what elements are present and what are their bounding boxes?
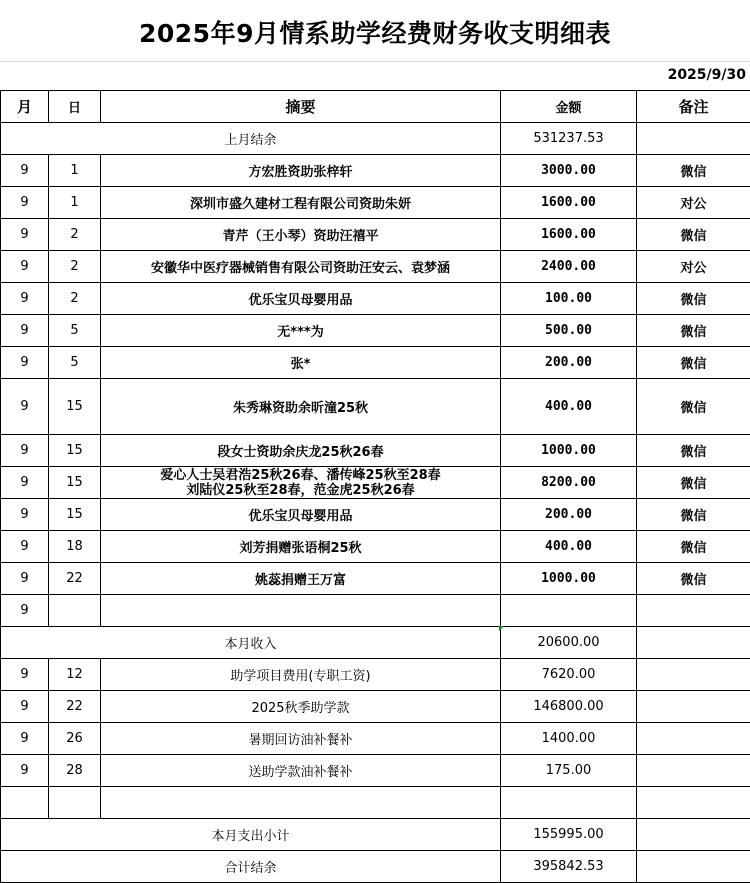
table-row: [1, 347, 750, 379]
cell-note: [637, 691, 750, 723]
cell-note: 微信: [637, 379, 750, 435]
cell-amount: 1600.00: [501, 187, 637, 219]
cell-day: [49, 787, 101, 819]
cell-summary: 朱秀琳资助余昕潼25秋: [101, 379, 501, 435]
cell-summary: 深圳市盛久建材工程有限公司资助朱妍: [101, 187, 501, 219]
cell-summary: [101, 467, 501, 499]
cell-summary: 2025秋季助学款: [101, 691, 501, 723]
cell-summary: 无***为: [101, 315, 501, 347]
cell-day: 5: [49, 347, 101, 379]
table-row: [1, 219, 750, 251]
cell-day: 2: [49, 219, 101, 251]
cell-month: 9: [1, 595, 49, 627]
table-row: [1, 499, 750, 531]
final-balance-note: [637, 851, 750, 883]
cell-amount: 100.00: [501, 283, 637, 315]
final-balance-label: 合计结余: [1, 851, 501, 883]
prev-balance-label: 上月结余: [1, 123, 501, 155]
income-total-label: 本月收入: [1, 627, 501, 659]
cell-month: 9: [1, 315, 49, 347]
final-balance-row: [1, 851, 750, 883]
header-row: [1, 91, 750, 123]
expense-total-amount: 155995.00: [501, 819, 637, 851]
page-title: 2025年9月情系助学经费财务收支明细表: [139, 19, 611, 48]
cell-note: [637, 723, 750, 755]
cell-day: 1: [49, 187, 101, 219]
table-row: [1, 563, 750, 595]
cell-summary: 张*: [101, 347, 501, 379]
cell-day: 2: [49, 251, 101, 283]
expense-total-row: [1, 819, 750, 851]
cell-note: 对公: [637, 251, 750, 283]
cell-day: 15: [49, 379, 101, 435]
table-row: [1, 315, 750, 347]
table-row: [1, 379, 750, 435]
cell-day: 2: [49, 283, 101, 315]
title-row: [0, 0, 750, 62]
cell-summary: 优乐宝贝母婴用品: [101, 499, 501, 531]
table-row: [1, 251, 750, 283]
cell-day: 15: [49, 499, 101, 531]
cell-note: 微信: [637, 563, 750, 595]
header-amount: 金额: [501, 91, 637, 123]
cell-month: 9: [1, 467, 49, 499]
cell-month: 9: [1, 659, 49, 691]
cell-summary: [101, 787, 501, 819]
cell-day: 22: [49, 691, 101, 723]
cell-note: 微信: [637, 531, 750, 563]
cell-month: 9: [1, 219, 49, 251]
cell-summary: 姚蕊捐赠王万富: [101, 563, 501, 595]
income-total-note: [637, 627, 750, 659]
table-row: [1, 691, 750, 723]
cell-summary: 方宏胜资助张梓轩: [101, 155, 501, 187]
cell-note: 微信: [637, 499, 750, 531]
cell-month: 9: [1, 251, 49, 283]
cell-month: 9: [1, 755, 49, 787]
header-note: 备注: [637, 91, 750, 123]
income-total-row: [1, 627, 750, 659]
cell-day: 15: [49, 467, 101, 499]
cell-day: 18: [49, 531, 101, 563]
cell-note: [637, 595, 750, 627]
ledger-table: [0, 90, 750, 883]
cell-amount: 500.00: [501, 315, 637, 347]
cell-summary: 青芹（王小琴）资助汪禧平: [101, 219, 501, 251]
final-balance-amount: 395842.53: [501, 851, 637, 883]
header-day: 日: [49, 91, 101, 123]
income-total-amount: 20600.00: [501, 627, 637, 659]
table-row: [1, 283, 750, 315]
cell-summary: 段女士资助余庆龙25秋26春: [101, 435, 501, 467]
cell-summary-line: 爱心人士吴君浩25秋26春、潘传峰25秋至28春: [160, 467, 441, 483]
cell-month: [1, 787, 49, 819]
cell-amount: 2400.00: [501, 251, 637, 283]
cell-summary: 助学项目费用(专职工资): [101, 659, 501, 691]
cell-amount: 3000.00: [501, 155, 637, 187]
cell-month: 9: [1, 499, 49, 531]
cell-amount: [501, 595, 637, 627]
cell-note: 微信: [637, 219, 750, 251]
cell-note: 微信: [637, 347, 750, 379]
cell-summary: [101, 595, 501, 627]
table-row: [1, 595, 750, 627]
cell-day: [49, 595, 101, 627]
cell-note: 微信: [637, 155, 750, 187]
cell-amount: 200.00: [501, 499, 637, 531]
table-row: [1, 531, 750, 563]
cell-day: 5: [49, 315, 101, 347]
cell-summary: 优乐宝贝母婴用品: [101, 283, 501, 315]
table-row: [1, 155, 750, 187]
cell-note: 微信: [637, 315, 750, 347]
cell-amount: [501, 787, 637, 819]
cell-amount: 1000.00: [501, 435, 637, 467]
table-row: [1, 723, 750, 755]
cell-note: 对公: [637, 187, 750, 219]
cell-day: 1: [49, 155, 101, 187]
cell-month: 9: [1, 347, 49, 379]
table-row: [1, 435, 750, 467]
expense-total-note: [637, 819, 750, 851]
prev-balance-note: [637, 123, 750, 155]
cell-month: 9: [1, 691, 49, 723]
header-summary: 摘要: [101, 91, 501, 123]
report-date: 2025/9/30: [667, 67, 746, 83]
cell-month: 9: [1, 155, 49, 187]
cell-amount: 175.00: [501, 755, 637, 787]
cell-month: 9: [1, 187, 49, 219]
expense-total-label: 本月支出小计: [1, 819, 501, 851]
cell-summary: 安徽华中医疗器械销售有限公司资助汪安云、袁梦涵: [101, 251, 501, 283]
cell-note: 微信: [637, 467, 750, 499]
cell-note: 微信: [637, 435, 750, 467]
cell-comment-marker-icon: [499, 626, 504, 631]
cell-summary-line: 刘陆仪25秋至28春，范金虎25秋26春: [186, 482, 415, 498]
cell-amount: 8200.00: [501, 467, 637, 499]
cell-month: 9: [1, 531, 49, 563]
table-row: [1, 467, 750, 499]
header-month: 月: [1, 91, 49, 123]
cell-summary: 刘芳捐赠张语桐25秋: [101, 531, 501, 563]
prev-balance-amount: 531237.53: [501, 123, 637, 155]
cell-month: 9: [1, 435, 49, 467]
cell-amount: 200.00: [501, 347, 637, 379]
cell-day: 22: [49, 563, 101, 595]
cell-day: 28: [49, 755, 101, 787]
cell-month: 9: [1, 563, 49, 595]
cell-day: 15: [49, 435, 101, 467]
table-row: [1, 187, 750, 219]
cell-note: [637, 659, 750, 691]
cell-day: 26: [49, 723, 101, 755]
cell-month: 9: [1, 723, 49, 755]
cell-summary: 送助学款油补餐补: [101, 755, 501, 787]
table-row: [1, 659, 750, 691]
cell-amount: 400.00: [501, 531, 637, 563]
cell-amount: 146800.00: [501, 691, 637, 723]
cell-amount: 1400.00: [501, 723, 637, 755]
cell-amount: 1600.00: [501, 219, 637, 251]
cell-note: [637, 755, 750, 787]
cell-amount: 400.00: [501, 379, 637, 435]
cell-day: 12: [49, 659, 101, 691]
cell-note: [637, 787, 750, 819]
cell-summary: 暑期回访油补餐补: [101, 723, 501, 755]
date-row: [0, 62, 750, 90]
table-row: [1, 755, 750, 787]
cell-month: 9: [1, 283, 49, 315]
prev-balance-row: [1, 123, 750, 155]
table-row: [1, 787, 750, 819]
cell-amount: 7620.00: [501, 659, 637, 691]
cell-month: 9: [1, 379, 49, 435]
cell-note: 微信: [637, 283, 750, 315]
cell-amount: 1000.00: [501, 563, 637, 595]
